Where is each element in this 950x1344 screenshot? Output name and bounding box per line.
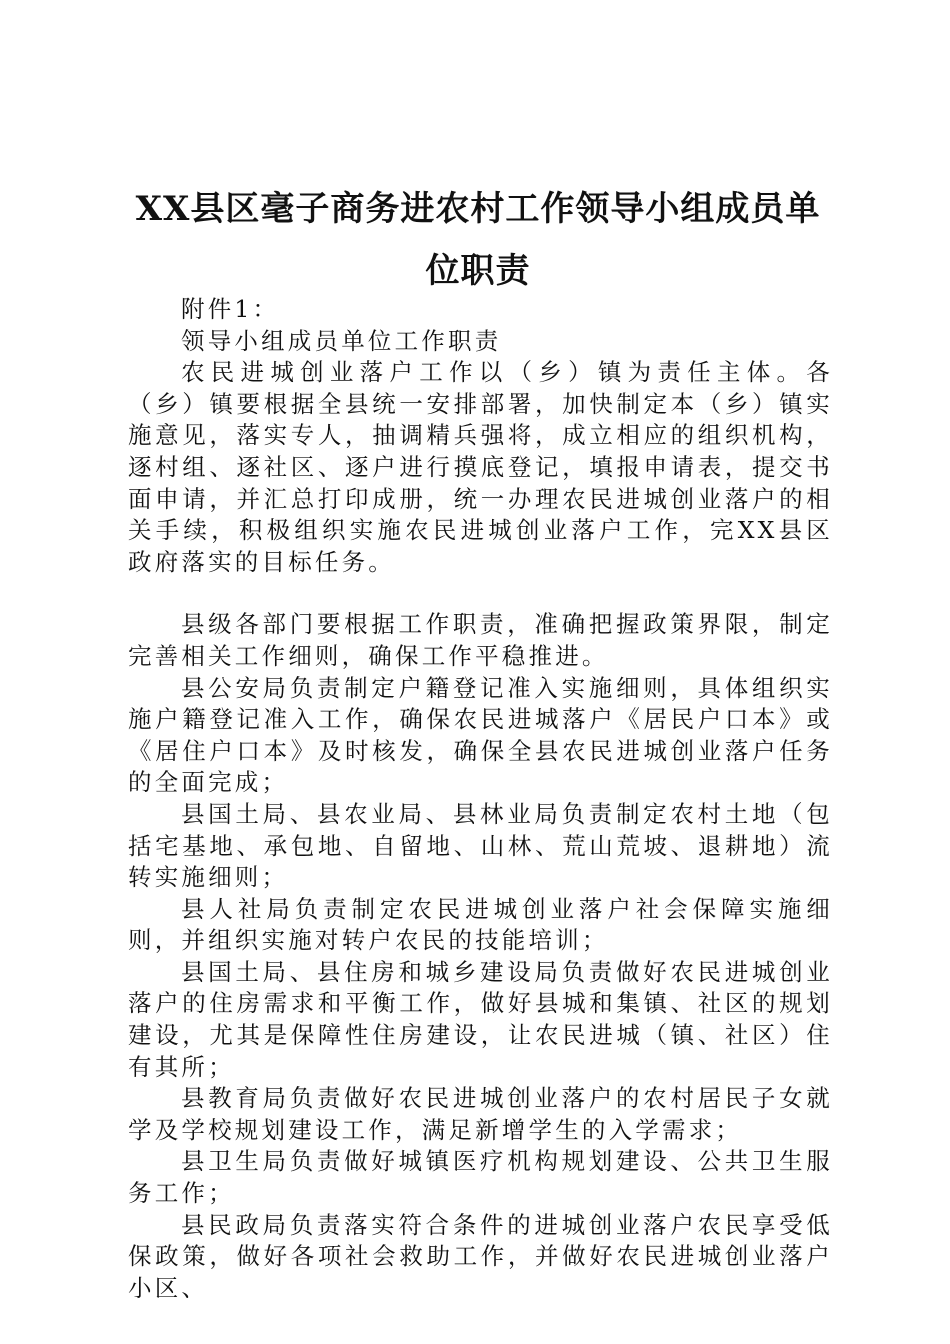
attachment-label: 附件1：	[181, 295, 280, 323]
paragraph-county-departments: 县级各部门要根据工作职责，准确把握政策界限，制定完善相关工作细则，确保工作平稳推进。	[128, 610, 833, 670]
paragraph-land-agriculture-forestry: 县国土局、县农业局、县林业局负责制定农村土地（包括宅基地、承包地、自留地、山林、荒山荒坡、退耕地）流转实施细则；	[128, 799, 833, 892]
paragraph-housing: 县国土局、县住房和城乡建设局负责做好农民进城创业落户的住房需求和平衡工作，做好县城和集镇、社区的规划建设，尤其是保障性住房建设，让农民进城（镇、社区）住有其所；	[128, 957, 833, 1081]
document-title: XX县区毫子商务进农村工作领导小组成员单位职责	[135, 189, 821, 291]
paragraph-human-resources: 县人社局负责制定农民进城创业落户社会保障实施细则，并组织实施对转户农民的技能培训；	[128, 894, 833, 955]
paragraph-health: 县卫生局负责做好城镇医疗机构规划建设、公共卫生服务工作；	[128, 1147, 833, 1208]
paragraph-public-security: 县公安局负责制定户籍登记准入实施细则，具体组织实施户籍登记准入工作，确保农民进城落户《居民户口本》或《居住户口本》及时核发，确保全县农民进城创业落户任务的全面完成；	[128, 673, 833, 797]
paragraph-education: 县教育局负责做好农民进城创业落户的农村居民子女就学及学校规划建设工作，满足新增学生的入学需求；	[128, 1084, 833, 1144]
document-body	[128, 294, 833, 1304]
paragraph-township-responsibility: 农民进城创业落户工作以（乡）镇为责任主体。各（乡）镇要根据全县统一安排部署，加快制定本（乡）镇实施意见，落实专人，抽调精兵强将，成立相应的组织机构，逐村组、逐社区、逐户进行摸底登记，填报申请表，提交书面申请，并汇总打印成册，统一办理农民进城创业落户的相关手续，积极组织实施农民进城创业落户工作，完XX县区政府落实的目标任务。	[128, 358, 833, 576]
paragraph-civil-affairs: 县民政局负责落实符合条件的进城创业落户农民享受低保政策，做好各项社会救助工作，并做好农民进城创业落户小区、	[128, 1210, 833, 1302]
section-heading: 领导小组成员单位工作职责	[181, 326, 502, 355]
